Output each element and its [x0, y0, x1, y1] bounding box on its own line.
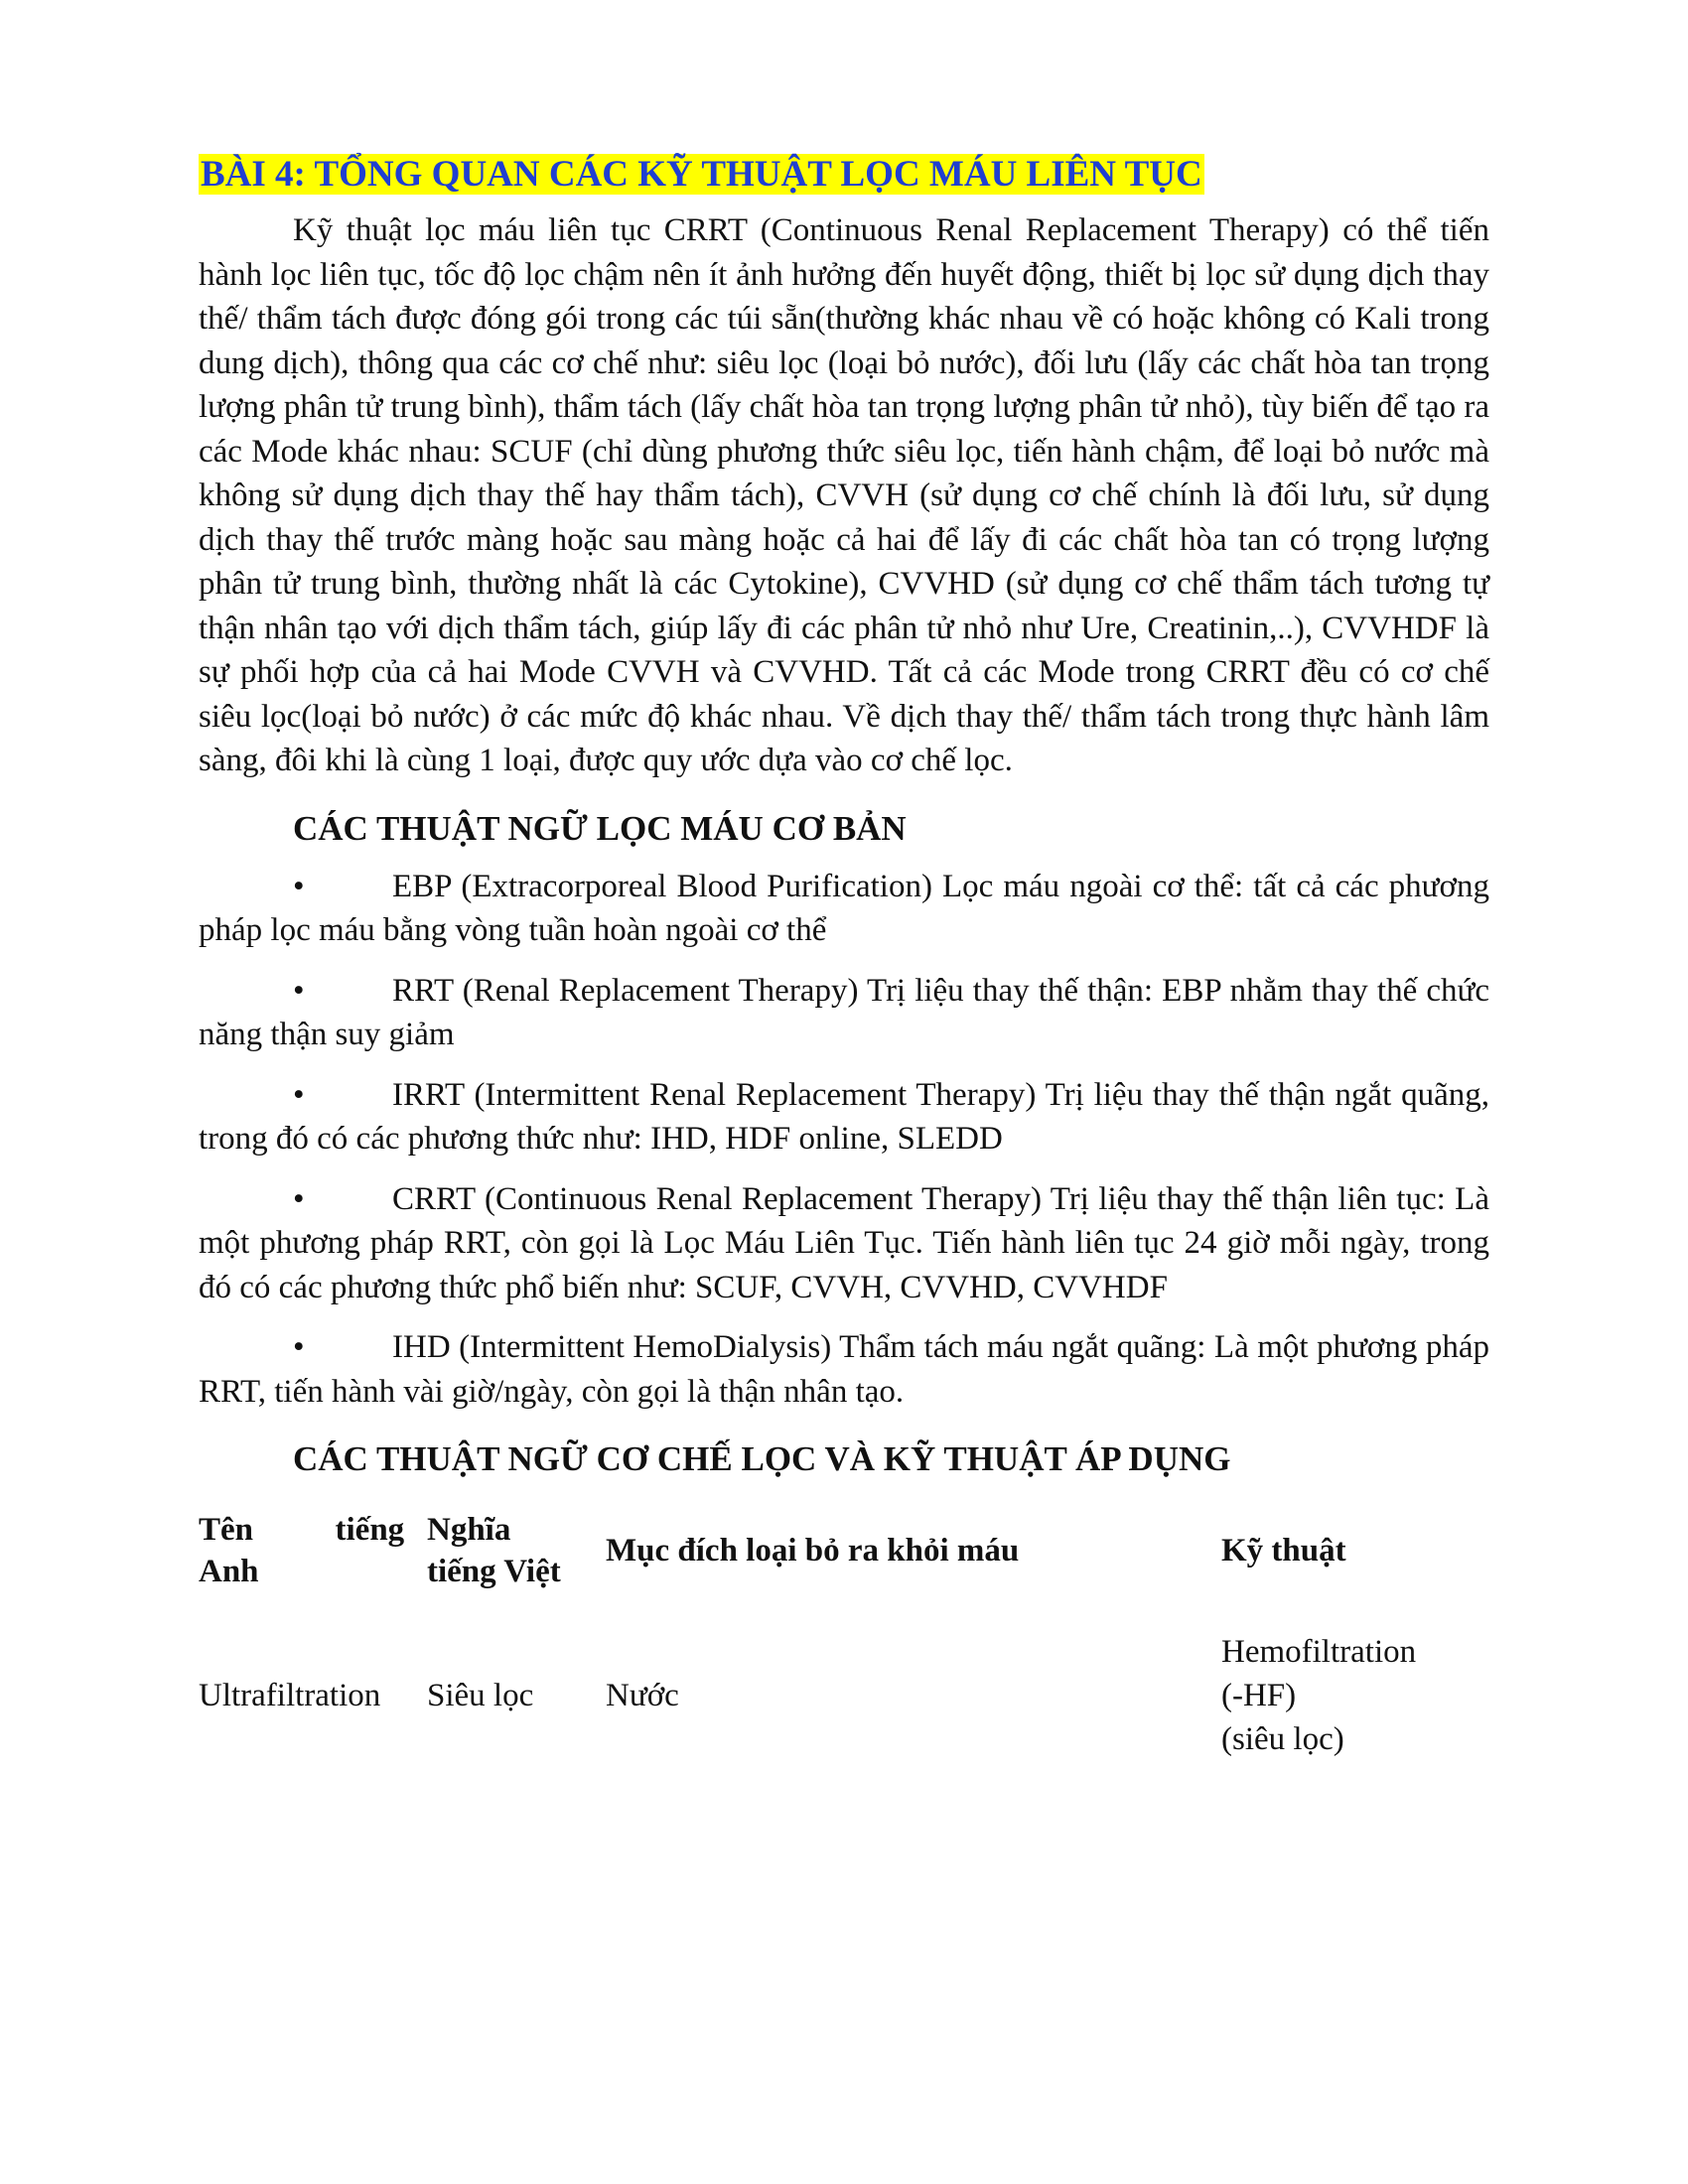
bullet-icon: •	[293, 972, 305, 1009]
list-item	[199, 1073, 1489, 1161]
bullet-icon: •	[293, 1076, 305, 1113]
header-vietnamese-meaning-line2: tiếng Việt	[427, 1554, 561, 1589]
term-text: IHD (Intermittent HemoDialysis) Thẩm tách máu ngắt quãng: Là một phương pháp RRT, tiến hành vài giờ/ngày, còn gọi là thận nhân tạo.	[199, 1329, 1489, 1410]
header-technique: Kỹ thuật	[1221, 1533, 1346, 1569]
basic-terms-list	[199, 865, 1489, 1415]
term-text: CRRT (Continuous Renal Replacement Therapy) Trị liệu thay thế thận liên tục: Là một phương pháp RRT, còn gọi là Lọc Máu Liên Tục. Tiến hành liên tục 24 giờ mỗi ngày, trong đó có các phương thức phổ biến như: SCUF, CVVH, CVVHD, CVVHDF	[199, 1180, 1489, 1305]
table-row	[199, 1612, 1489, 1761]
technique-line3: (siêu lọc)	[1221, 1721, 1344, 1757]
technique-line2: (-HF)	[1221, 1678, 1297, 1713]
cell-technique	[1221, 1612, 1489, 1761]
document-page	[199, 149, 1489, 1761]
cell-purpose: Nước	[606, 1678, 679, 1713]
mechanism-table	[199, 1509, 1489, 1761]
list-item	[199, 1325, 1489, 1414]
header-english-name	[199, 1509, 427, 1612]
section-heading-basic-terms: CÁC THUẬT NGỮ LỌC MÁU CƠ BẢN	[293, 808, 907, 848]
header-vietnamese-meaning-line1: Nghĩa	[427, 1512, 511, 1548]
bullet-icon: •	[293, 1329, 305, 1365]
list-item	[199, 969, 1489, 1057]
header-english-name-line2: Anh	[199, 1554, 259, 1589]
header-english-name-line1: Tên tiếng	[199, 1512, 405, 1548]
bullet-icon: •	[293, 868, 305, 904]
header-purpose: Mục đích loại bỏ ra khỏi máu	[606, 1533, 1020, 1569]
term-text: EBP (Extracorporeal Blood Purification) Lọc máu ngoài cơ thể: tất cả các phương pháp lọc máu bằng vòng tuần hoàn ngoài cơ thể	[199, 868, 1489, 948]
cell-vietnamese: Siêu lọc	[427, 1678, 534, 1713]
term-text: RRT (Renal Replacement Therapy) Trị liệu thay thế thận: EBP nhằm thay thế chức năng thận suy giảm	[199, 972, 1489, 1052]
list-item	[199, 865, 1489, 953]
table-header-row	[199, 1509, 1489, 1612]
intro-paragraph: Kỹ thuật lọc máu liên tục CRRT (Continuous Renal Replacement Therapy) có thể tiến hành lọc liên tục, tốc độ lọc chậm nên ít ảnh hưởng đến huyết động, thiết bị lọc sử dụng dịch thay thế/ thẩm tách được đóng gói trong các túi sẵn(thường khác nhau về có hoặc không có Kali trong dung dịch), thông qua các cơ chế như: siêu lọc (loại bỏ nước), đối lưu (lấy các chất hòa tan trọng lượng phân tử trung bình), thẩm tách (lấy chất hòa tan trọng lượng phân tử nhỏ), tùy biến để tạo ra các Mode khác nhau: SCUF (chỉ dùng phương thức siêu lọc, tiến hành chậm, để loại bỏ nước mà không sử dụng dịch thay thế hay thẩm tách), CVVH (sử dụng cơ chế chính là đối lưu, sử dụng dịch thay thế trước màng hoặc sau màng hoặc cả hai để lấy đi các chất hòa tan có trọng lượng phân tử trung bình, thường nhất là các Cytokine), CVVHD (sử dụng cơ chế thẩm tách tương tự thận nhân tạo với dịch thẩm tách, giúp lấy đi các phân tử nhỏ như Ure, Creatinin,..), CVVHDF là sự phối hợp của cả hai Mode CVVH và CVVHD. Tất cả các Mode trong CRRT đều có cơ chế siêu lọc(loại bỏ nước) ở các mức độ khác nhau. Về dịch thay thế/ thẩm tách trong thực hành lâm sàng, đôi khi là cùng 1 loại, được quy ước dựa vào cơ chế lọc.	[199, 212, 1489, 778]
bullet-icon: •	[293, 1180, 305, 1217]
document-title	[199, 149, 1489, 201]
technique-line1: Hemofiltration	[1221, 1634, 1417, 1670]
section-heading-mechanism-terms: CÁC THUẬT NGỮ CƠ CHẾ LỌC VÀ KỸ THUẬT ÁP DỤNG	[293, 1439, 1231, 1478]
header-vietnamese-meaning	[427, 1509, 606, 1612]
highlighted-title-text: BÀI 4: TỔNG QUAN CÁC KỸ THUẬT LỌC MÁU LIÊN TỤC	[201, 154, 1202, 195]
term-text: IRRT (Intermittent Renal Replacement Therapy) Trị liệu thay thế thận ngắt quãng, trong đó có các phương thức như: IHD, HDF online, SLEDD	[199, 1076, 1489, 1157]
cell-english: Ultrafiltration	[199, 1678, 381, 1713]
list-item	[199, 1177, 1489, 1310]
